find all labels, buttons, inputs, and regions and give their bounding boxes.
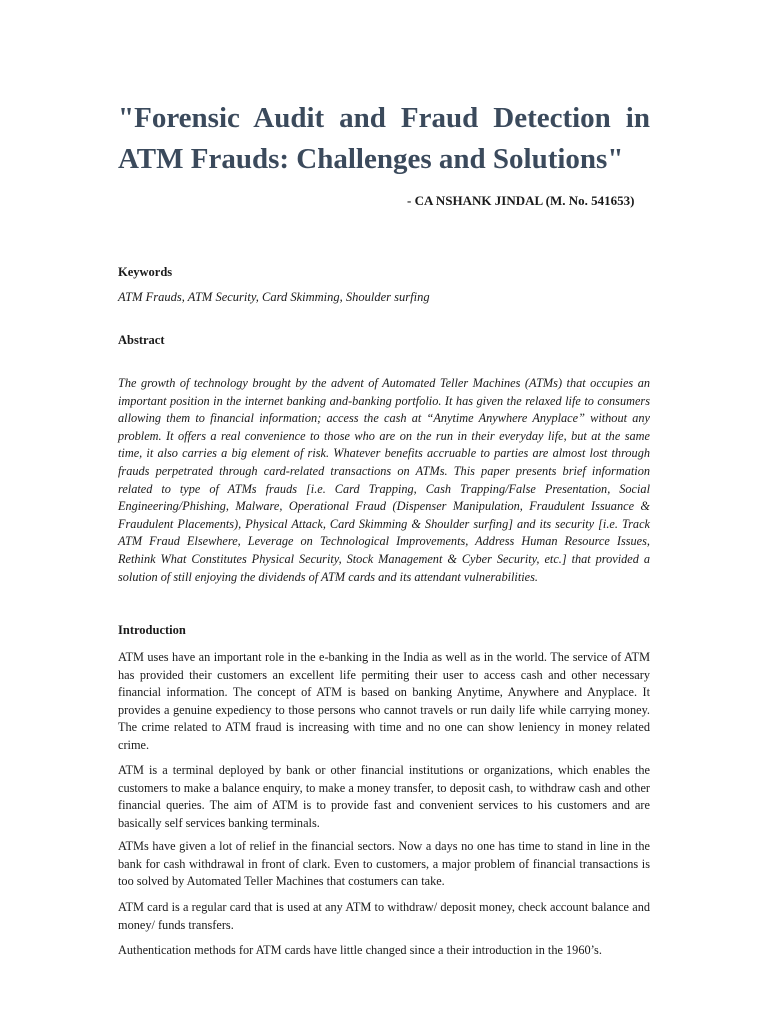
intro-paragraph: ATM is a terminal deployed by bank or other financial institutions or organizations, which enables the customers to make a balance enquiry, to make a money transfer, to deposit cash, to withdraw cash and other financial queries. The aim of ATM is to provide fast and convenient services to his customers and are basically self services banking terminals. — [118, 763, 650, 830]
intro-paragraph: ATM card is a regular card that is used at any ATM to withdraw/ deposit money, check account balance and money/ funds transfers. — [118, 900, 650, 932]
introduction-heading: Introduction — [118, 623, 186, 637]
keywords-text: ATM Frauds, ATM Security, Card Skimming, Shoulder surfing — [118, 290, 430, 304]
intro-paragraph: ATMs have given a lot of relief in the financial sectors. Now a days no one has time to stand in line in the bank for cash withdrawal in front of clark. Even to customers, a major problem of financial transactions is too solved by Automated Teller Machines that costumers can take. — [118, 839, 650, 889]
author-line: - CA NSHANK JINDAL (M. No. 541653) — [407, 193, 635, 208]
keywords-heading: Keywords — [118, 265, 173, 279]
document-title — [118, 98, 650, 180]
abstract-heading: Abstract — [118, 333, 165, 347]
intro-paragraph: ATM uses have an important role in the e-banking in the India as well as in the world. The service of ATM has provided their customers an excellent life permiting their user to access cash and other necessary financial information. The concept of ATM is based on banking Anytime, Anywhere and Anyplace. It provides a genuine expediency to those persons who cannot travels or run daily life while carrying money. The crime related to ATM fraud is increasing with time and no one can show leniency in money related crime. — [118, 650, 650, 752]
title-line-2: ATM Frauds: Challenges and Solutions" — [118, 143, 624, 175]
title-line-1: "Forensic Audit and Fraud Detection in — [118, 102, 650, 134]
abstract-text: The growth of technology brought by the advent of Automated Teller Machines (ATMs) that occupies an important position in the internet banking and-banking portfolio. It has given the relaxed life to consumers allowing them to financial information; access the cash at “Anytime Anywhere Anyplace” without any problem. It offers a real convenience to those who are on the run in their everyday life, but at the same time, it also carries a big element of risk. Whatever benefits accruable to parties are almost lost through frauds perpetrated through card-related transactions on ATMs. This paper presents brief information related to type of ATMs frauds [i.e. Card Trapping, Cash Trapping/False Presentation, Social Engineering/Phishing, Malware, Operational Fraud (Dispenser Manipulation, Fraudulent Issuance & Fraudulent Placements), Physical Attack, Card Skimming & Shoulder surfing] and its security [i.e. Track ATM Fraud Elsewhere, Leverage on Technological Improvements, Address Human Resource Issues, Rethink What Constitutes Physical Security, Stock Management & Cyber Security, etc.] that provided a solution of still enjoying the dividends of ATM cards and its attendant vulnerabilities. — [118, 376, 650, 584]
intro-paragraph: Authentication methods for ATM cards have little changed since a their introduction in the 1960’s. — [118, 943, 602, 957]
